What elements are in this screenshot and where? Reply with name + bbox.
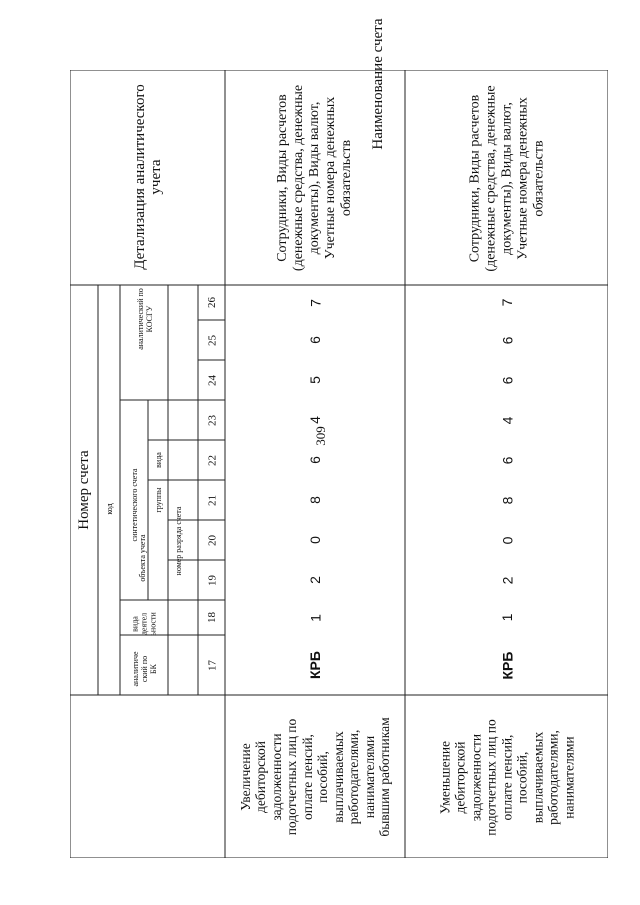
row-1-value-26: 7 xyxy=(307,298,323,307)
digit-index-21: 21 xyxy=(205,494,218,506)
digit-index-25: 25 xyxy=(205,334,218,346)
row-1-account-name: Увеличение дебиторской задолженности подотчетных лиц по оплате пенсий, пособий, выплачиваемых работодателями, нанимателями бывшим работникам xyxy=(237,717,392,837)
digit-index-20: 20 xyxy=(205,534,218,546)
digit-index-17: 17 xyxy=(205,659,218,671)
row-1-value-22: 6 xyxy=(307,456,323,464)
header-detail: Детализация аналитического учета xyxy=(132,84,164,270)
row-2-value-24: 6 xyxy=(498,376,515,384)
header-analytic-bk: аналитиче ский по БК xyxy=(130,651,158,687)
digit-index-23: 23 xyxy=(205,414,218,426)
row-1-value-23: 4 xyxy=(307,416,323,424)
digit-index-26: 26 xyxy=(205,297,218,308)
row-1-value-17: КРБ xyxy=(307,651,323,679)
digit-index-24: 24 xyxy=(205,374,218,386)
digit-index-18: 18 xyxy=(205,612,218,623)
row-1-value-20: 0 xyxy=(307,536,323,544)
row-2-value-17: КРБ xyxy=(498,651,515,679)
row-2-value-20: 0 xyxy=(498,536,515,544)
row-2-detail: Сотрудники, Виды расчетов (денежные средства, денежные документы), Виды валют, Учетные номера денежных обязательств xyxy=(466,84,546,272)
row-2-value-19: 2 xyxy=(498,576,515,584)
page-number: 309 xyxy=(313,426,328,446)
header-account-object: объекта учета xyxy=(137,534,147,582)
header-kind: вида xyxy=(153,452,163,468)
digit-index-22: 22 xyxy=(205,454,218,466)
row-1-value-24: 5 xyxy=(307,376,323,384)
header-account-number: Номер счета xyxy=(76,450,92,530)
header-synthetic-account: синтетического счета xyxy=(129,468,139,542)
row-2-account-name: Уменьшение дебиторской задолженности подотчетных лиц по оплате пенсий, пособий, выплачиваемых работодателями, нанимателями xyxy=(436,718,576,836)
row-1-value-25: 6 xyxy=(307,336,323,344)
header-analytic-kosgu: аналитический по КОСГУ xyxy=(136,288,154,350)
header-group: группы xyxy=(153,487,163,513)
row-1-value-21: 8 xyxy=(307,496,323,504)
digit-index-19: 19 xyxy=(205,574,218,586)
row-2-value-25: 6 xyxy=(498,336,515,344)
row-2-value-22: 6 xyxy=(498,456,515,464)
row-1-detail: Сотрудники, Виды расчетов (денежные средства, денежные документы), Виды валют, Учетные номера денежных обязательств xyxy=(275,84,354,272)
row-2-value-21: 8 xyxy=(498,496,515,504)
header-digit-number: номер разряда счета xyxy=(173,506,183,576)
row-1-value-18: 1 xyxy=(307,613,323,622)
account-table xyxy=(70,18,608,858)
row-2-value-18: 1 xyxy=(498,613,515,622)
row-2-value-23: 4 xyxy=(498,416,515,424)
header-activity-type: вида деятел ьности xyxy=(130,612,157,636)
row-1-value-19: 2 xyxy=(307,576,323,584)
header-code: код xyxy=(104,503,114,515)
header-account-name: Наименование счета xyxy=(370,18,386,150)
row-2-value-26: 7 xyxy=(498,298,515,307)
